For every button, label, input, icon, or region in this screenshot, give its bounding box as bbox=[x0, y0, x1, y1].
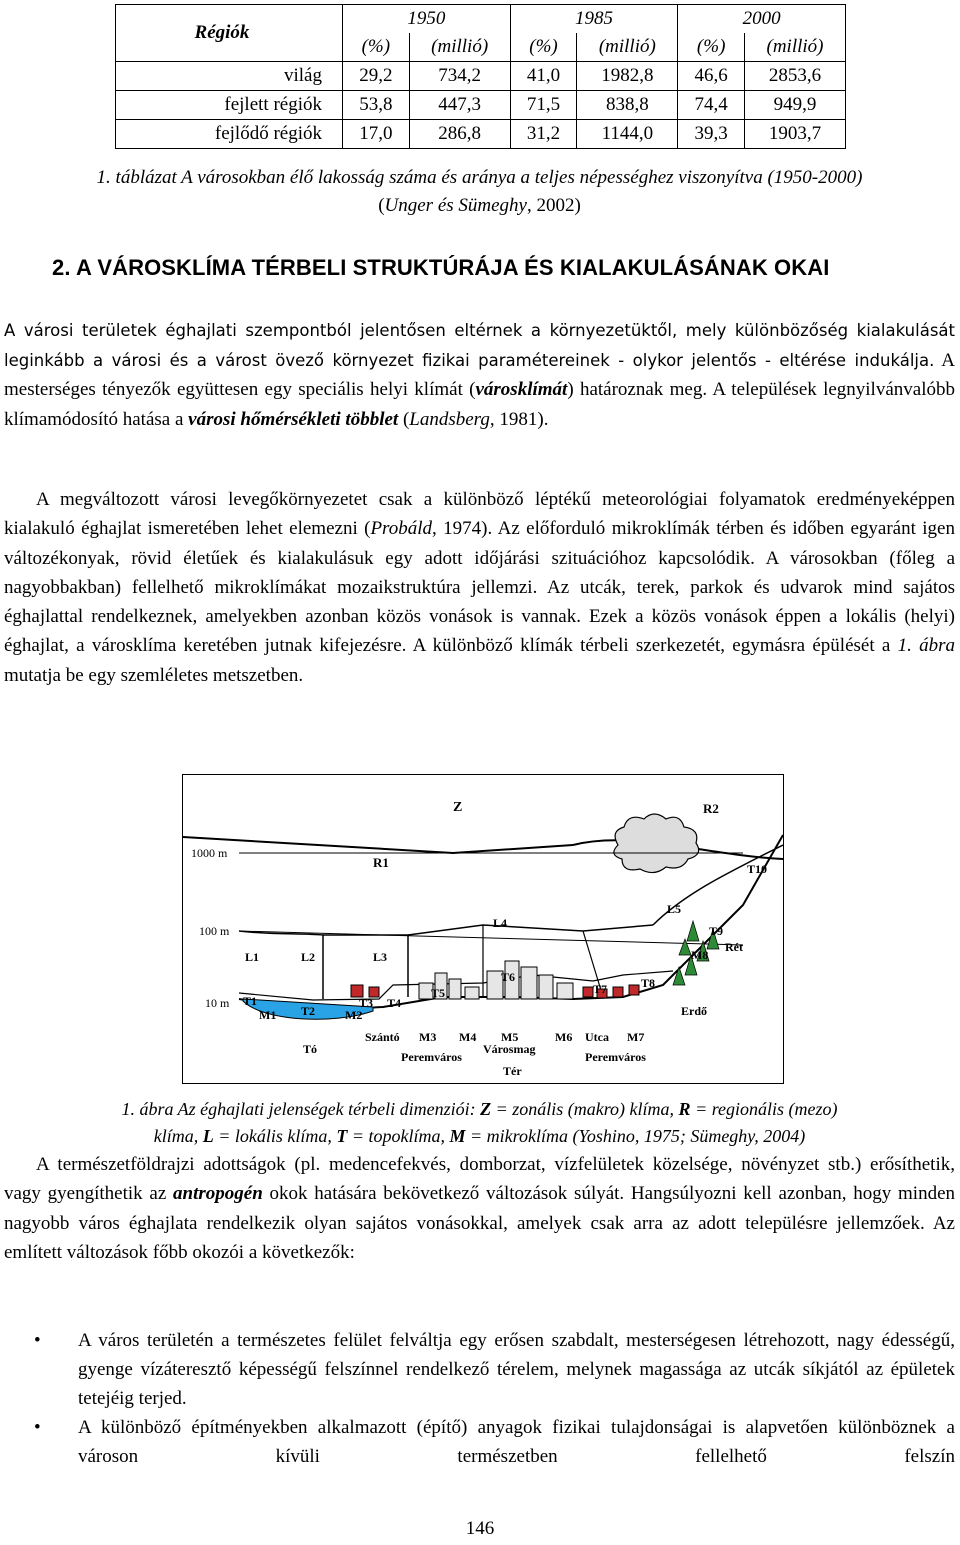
table-cell: 1903,7 bbox=[745, 120, 846, 149]
climate-scale-figure bbox=[182, 774, 784, 1084]
caption-term: T bbox=[336, 1126, 348, 1146]
cause-list bbox=[30, 1326, 955, 1471]
bullet-icon: • bbox=[34, 1417, 41, 1438]
caption-text: = mikroklíma (Yoshino, 1975; Sümeghy, 2004) bbox=[465, 1126, 806, 1146]
table-cell: 286,8 bbox=[409, 120, 510, 149]
figure-caption-line1 bbox=[4, 1096, 955, 1123]
term-varosklima: városklímát bbox=[475, 379, 568, 400]
list-item bbox=[30, 1326, 955, 1413]
text-run: ( bbox=[398, 408, 410, 430]
label-Z: Z bbox=[453, 800, 463, 815]
table-caption-line1: 1. táblázat A városokban élő lakosság száma és aránya a teljes népességhez viszonyítva (1950-2000) bbox=[96, 167, 863, 188]
table-cell: 447,3 bbox=[409, 91, 510, 120]
peremvaros-houses bbox=[583, 985, 639, 998]
population-table bbox=[115, 4, 846, 149]
caption-text: 1. ábra Az éghajlati jelenségek térbeli dimenziói: bbox=[121, 1099, 481, 1119]
label-L5: L5 bbox=[667, 902, 682, 916]
label-L4: L4 bbox=[493, 916, 508, 930]
table-cell: 1982,8 bbox=[577, 62, 678, 91]
label-T10: T10 bbox=[747, 862, 768, 876]
table-cell: 71,5 bbox=[510, 91, 577, 120]
table-cell: 2853,6 bbox=[745, 62, 846, 91]
zonal-boundary bbox=[183, 837, 573, 853]
altitude-line bbox=[239, 931, 743, 945]
list-item-text: A különböző építményekben alkalmazott (építő) anyagok fizikai tulajdonságai is alapvetően különböznek a városon kívüli természetben fellelhető felszín bbox=[78, 1417, 955, 1467]
table-cell: 734,2 bbox=[409, 62, 510, 91]
caption-text: = zonális (makro) klíma, bbox=[491, 1099, 679, 1119]
unit-header: (%) bbox=[510, 33, 577, 62]
table-cell: 17,0 bbox=[343, 120, 410, 149]
table-row bbox=[116, 120, 846, 149]
table-cell: 31,2 bbox=[510, 120, 577, 149]
local-boundary bbox=[408, 925, 653, 935]
caption-term: L bbox=[202, 1126, 214, 1146]
paragraph-intro bbox=[4, 316, 955, 434]
text-run: ) határoznak meg. A települések legnyilvánvalóbb klímamódosító hatása a bbox=[4, 379, 955, 430]
table-caption-line2 bbox=[4, 192, 955, 220]
label-R2: R2 bbox=[703, 801, 719, 816]
table-cell: 74,4 bbox=[678, 91, 745, 120]
table-caption bbox=[4, 164, 955, 220]
unit-header: (millió) bbox=[409, 33, 510, 62]
label-T6: T6 bbox=[501, 970, 516, 984]
unit-header: (%) bbox=[343, 33, 410, 62]
term-heat-surplus: városi hőmérsékleti többlet bbox=[188, 408, 399, 430]
table-cell: 949,9 bbox=[745, 91, 846, 120]
table-cell: 53,8 bbox=[343, 91, 410, 120]
label-L3: L3 bbox=[373, 950, 388, 964]
text-run: mutatja be egy szemléletes metszetben. bbox=[4, 664, 304, 686]
label-M6: M6 bbox=[555, 1030, 573, 1044]
label-utca: Utca bbox=[585, 1030, 609, 1044]
cloud-icon bbox=[614, 814, 699, 873]
caption-text: = regionális (mezo) bbox=[690, 1099, 838, 1119]
label-ret: Rét bbox=[725, 940, 743, 954]
label-T8: T8 bbox=[641, 976, 656, 990]
label-to: Tó bbox=[303, 1042, 318, 1056]
label-T9: T9 bbox=[709, 924, 724, 938]
caption-text: = lokális klíma, bbox=[213, 1126, 337, 1146]
caption-text: = topoklíma, bbox=[347, 1126, 450, 1146]
unit-header: (millió) bbox=[745, 33, 846, 62]
label-peremvaros-left: Peremváros bbox=[401, 1050, 462, 1064]
section-heading: 2. A VÁROSKLÍMA TÉRBELI STRUKTÚRÁJA ÉS KIALAKULÁSÁNAK OKAI bbox=[52, 255, 830, 280]
text-run: okok hatására bekövetkező változások súlyát. Hangsúlyozni kell azonban, hogy minden nagyobb város éghajlata rendelkezik olyan sajátos vonásokkal, amelyek csak arra az adott településre jellemzőek. Az említett változások főbb okozói a következők: bbox=[4, 1183, 956, 1263]
figure-caption-line2 bbox=[4, 1123, 955, 1150]
text-run: , 1974). Az előforduló mikroklímák térben és időben egyaránt igen változékonyak, rövid életűek és kialakulásuk egy adott időjárási szituációhoz kapcsolódik. A városokban (főleg a nagyobbakban) fellelhető mikroklímákat mozaikstruktúra jellemzi. Az utcák, terek, parkok és udvarok mind sajátos éghajlattal rendelkeznek, amelyekben azonban közös vonások is vannak. Ezek a közös vonások éppen a lokális (helyi) éghajlat, a városklíma keretében jutnak kifejezésre. A különböző klímák térbeli szerkezetét, egymásra épülését a bbox=[4, 518, 955, 657]
altitude-100: 100 m bbox=[199, 924, 230, 938]
unit-header: (%) bbox=[678, 33, 745, 62]
table-row bbox=[116, 91, 846, 120]
caption-term: Z bbox=[480, 1099, 492, 1119]
region-cell: világ bbox=[116, 62, 343, 91]
label-varosmag: Városmag bbox=[483, 1042, 536, 1056]
local-boundary bbox=[323, 935, 408, 997]
figure-caption bbox=[4, 1096, 955, 1150]
local-boundary bbox=[239, 931, 323, 999]
label-T4: T4 bbox=[387, 996, 402, 1010]
paragraph-causes bbox=[4, 1150, 955, 1267]
year-header: 1950 bbox=[343, 5, 511, 34]
figure-reference: 1. ábra bbox=[897, 635, 955, 657]
label-ter: Tér bbox=[503, 1064, 522, 1078]
label-T2: T2 bbox=[301, 1004, 316, 1018]
table-cell: 46,6 bbox=[678, 62, 745, 91]
label-M7: M7 bbox=[627, 1030, 645, 1044]
year-header: 1985 bbox=[510, 5, 678, 34]
label-M3: M3 bbox=[419, 1030, 437, 1044]
table-row bbox=[116, 62, 846, 91]
caption-text: ( bbox=[378, 195, 385, 216]
label-M8: M8 bbox=[691, 948, 709, 962]
unit-header: (millió) bbox=[577, 33, 678, 62]
label-erdo: Erdő bbox=[681, 1004, 708, 1018]
table-cell: 41,0 bbox=[510, 62, 577, 91]
citation-author: Landsberg bbox=[409, 408, 490, 430]
term-antropogen: antropogén bbox=[173, 1183, 263, 1205]
table-cell: 838,8 bbox=[577, 91, 678, 120]
caption-text: , 2002) bbox=[526, 195, 581, 216]
table-cell: 29,2 bbox=[343, 62, 410, 91]
text-run: , 1981). bbox=[489, 408, 549, 430]
label-peremvaros-right: Peremváros bbox=[585, 1050, 646, 1064]
label-T1: T1 bbox=[243, 994, 258, 1008]
label-T3: T3 bbox=[359, 996, 374, 1010]
list-item-text: A város területén a természetes felület felváltja egy erősen szabdalt, mesterségesen létrehozott, nagy édességű, gyenge vízáteresztő képességű felszínnel rendelkező térelem, melynek magassága az utcák síkjától az épületek tetejéig terjed. bbox=[78, 1330, 955, 1409]
page-number: 146 bbox=[465, 1518, 495, 1539]
label-L1: L1 bbox=[245, 950, 260, 964]
altitude-1000: 1000 m bbox=[191, 846, 228, 860]
region-cell: fejlődő régiók bbox=[116, 120, 343, 149]
text-run: A megváltozott városi levegőkörnyezetet csak a különböző léptékű meteorológiai folyamatok eredményeképpen kialakuló éghajlat ismeretében lehet elemezni ( bbox=[4, 489, 955, 540]
label-szanto: Szántó bbox=[365, 1030, 400, 1044]
label-R1: R1 bbox=[373, 855, 389, 870]
bullet-icon: • bbox=[34, 1330, 41, 1351]
paragraph-microclimate bbox=[4, 485, 955, 690]
table-cell: 1144,0 bbox=[577, 120, 678, 149]
caption-authors: Unger és Sümeghy bbox=[384, 195, 527, 216]
label-M2: M2 bbox=[345, 1008, 363, 1022]
figure-drawing bbox=[183, 775, 783, 1083]
label-L2: L2 bbox=[301, 950, 316, 964]
text-run: A városi területek éghajlati szempontból jelentősen eltérnek a környezetüktől, mely különbözőség kialakulását leginkább a városi és a várost övező környezet fizikai paramétereinek - olykor jelentős - eltérése indukálja. bbox=[4, 321, 955, 370]
caption-term: M bbox=[449, 1126, 466, 1146]
label-T5: T5 bbox=[431, 986, 446, 1000]
text-run: A természetföldrajzi adottságok (pl. medencefekvés, domborzat, vízfelületek közelsége, növényzet stb.) erősíthetik, vagy gyengíthetik az bbox=[4, 1154, 955, 1205]
year-header: 2000 bbox=[678, 5, 846, 34]
altitude-10: 10 m bbox=[205, 996, 230, 1010]
label-M1: M1 bbox=[259, 1008, 277, 1022]
region-header: Régiók bbox=[116, 5, 343, 62]
label-M5: M5 bbox=[501, 1030, 519, 1044]
table-cell: 39,3 bbox=[678, 120, 745, 149]
citation-author: Probáld bbox=[370, 518, 433, 540]
caption-term: R bbox=[678, 1099, 691, 1119]
caption-text: klíma, bbox=[153, 1126, 203, 1146]
label-M4: M4 bbox=[459, 1030, 477, 1044]
text-run: A mesterséges tényezők együttesen egy speciális helyi klímát ( bbox=[4, 349, 955, 400]
list-item bbox=[30, 1413, 955, 1471]
label-T7: T7 bbox=[593, 982, 608, 996]
region-cell: fejlett régiók bbox=[116, 91, 343, 120]
